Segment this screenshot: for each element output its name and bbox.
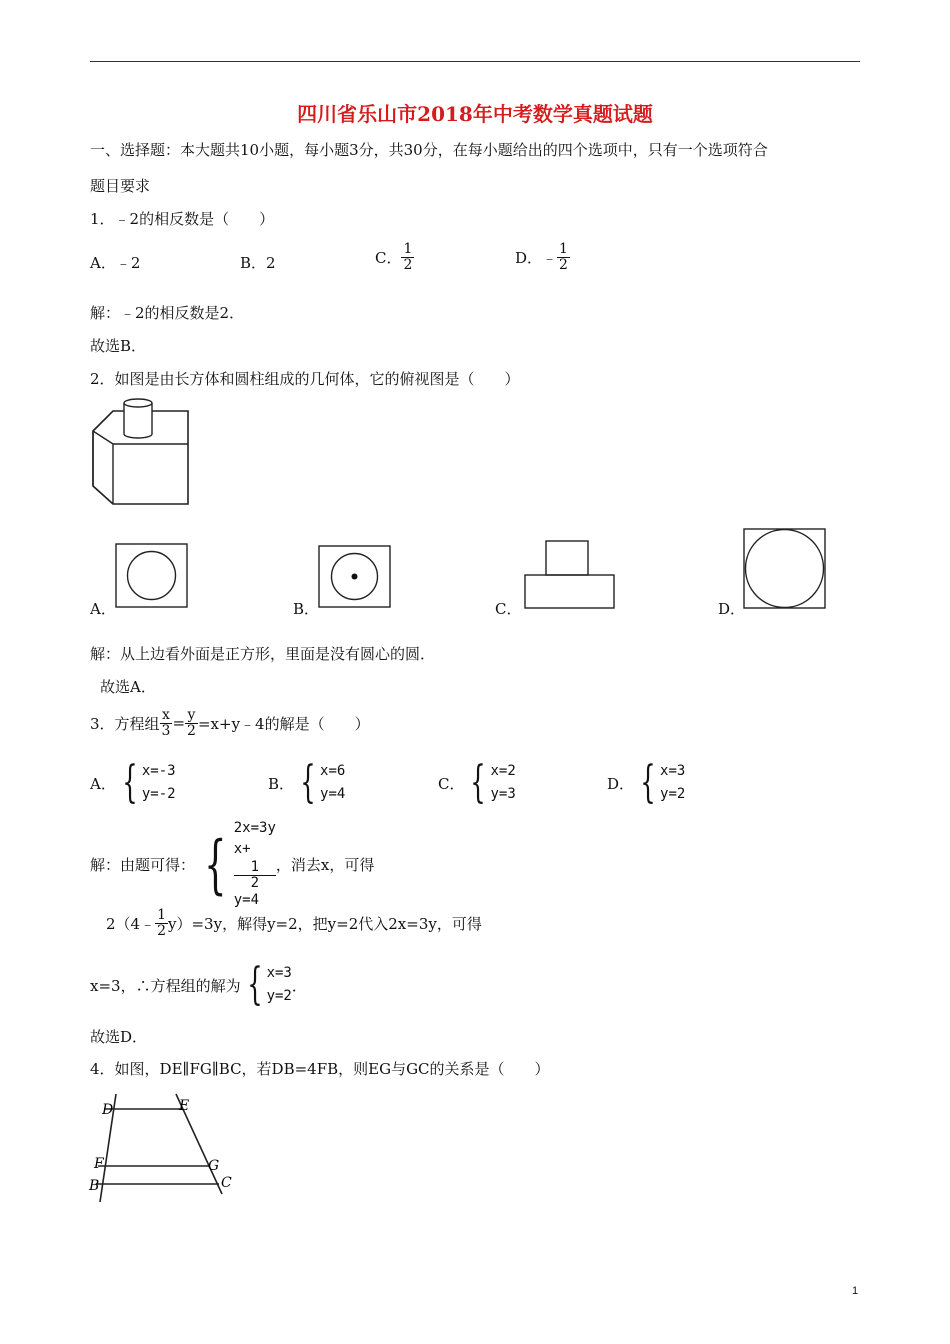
brace-icon: { [122,757,138,809]
q2-solution-line2: 故选A． [100,678,156,696]
q3-option-b: B． { x=6 y=4 [268,757,346,809]
brace-icon: { [246,959,263,1011]
q3-elimination-fraction: $\frac{1}{2}$ [157,907,167,939]
q3-solution-line1: 解：由题可得： { 2x=3y x+ 1 2 y=4 ，消去x，可得 [90,820,375,909]
q1-option-a: A．﹣2 [90,254,141,272]
q2-option-b-figure [318,545,392,609]
q1-option-b: B．2 [240,254,276,272]
q3-solution-line3: x=3，∴方程组的解为 { x=3 y=2 ． [90,959,307,1011]
q2-stem: 2．如图是由长方体和圆柱组成的几何体，它的俯视图是（ ） [90,370,520,388]
label-c: C [221,1175,232,1191]
q3-option-a: A． { x=-3 y=-2 [90,757,176,809]
page-title: 四川省乐山市2018年中考数学真题试题 [297,102,653,126]
square-outline [116,544,187,607]
box-depth-edge-top [93,431,113,444]
q2-solid-figure [88,396,194,508]
q2-option-b-label: B． [293,600,320,618]
label-b: B [89,1178,100,1194]
cylinder-fill [124,403,152,435]
q3-system-fraction: 1 2 [234,860,276,890]
q1-solution-line2: 故选B． [90,337,147,355]
circle-outline [128,552,176,600]
label-d: D [102,1102,114,1118]
q2-option-a-figure [115,543,189,609]
q1-option-c-fraction: $\frac{1}{2}$ [403,241,413,273]
circle-outline [746,530,824,608]
brace-icon: { [204,827,227,902]
q1-solution-line1: 解：﹣2的相反数是2． [90,304,245,322]
upper-rectangle [546,541,588,575]
q4-figure [86,1086,246,1206]
q3-option-c: C． { x=2 y=3 [438,757,516,809]
label-g: G [208,1158,220,1174]
q3-solution-end: 故选D． [90,1028,148,1046]
q2-option-d-figure [743,528,827,610]
header-rule [90,61,860,62]
section-instructions-line1: 一、选择题：本大题共10小题，每小题3分，共30分，在每小题给出的四个选项中，只有一个选项符合 [90,141,768,159]
q4-stem: 4．如图，DE∥FG∥BC，若DB=4FB，则EG与GC的关系是（ ） [90,1060,550,1078]
q1-option-c: C． $\frac{1}{2}$ [375,241,413,273]
label-e: E [179,1098,190,1114]
cylinder-top [124,399,152,407]
q3-stem: 3．方程组 $\frac{x}{3}$ = $\frac{y}{2}$ =x+y﹣4的解是（ ） [90,707,370,739]
label-f: F [94,1156,104,1172]
q1-stem: 1．﹣2的相反数是（ ） [90,210,275,228]
brace-icon: { [640,757,656,809]
lower-rectangle [525,575,614,608]
q2-option-c-label: C． [495,600,522,618]
q3-option-d: D． { x=3 y=2 [607,757,686,809]
q2-option-d-label: D． [718,600,746,618]
q3-fraction-y: $\frac{y}{2}$ [187,707,196,739]
brace-icon: { [300,757,316,809]
box-depth-edge-bottom [93,486,113,504]
q1-option-d: D．﹣ $\frac{1}{2}$ [515,241,568,273]
q3-solution-line2: 2（4﹣ $\frac{1}{2}$ y）=3y，解得y=2，把y=2代入2x=3y，可得 [106,907,482,939]
q2-solution-line1: 解：从上边看外面是正方形，里面是没有圆心的圆． [90,645,436,663]
brace-icon: { [470,757,487,809]
q2-option-c-figure [524,540,616,610]
q3-fraction-x: $\frac{x}{3}$ [161,707,171,739]
q1-option-d-fraction: $\frac{1}{2}$ [559,241,568,273]
section-instructions-line2: 题目要求 [90,177,151,195]
q2-option-a-label: A． [90,600,116,618]
page-number: 1 [852,1285,859,1297]
center-dot [352,574,358,580]
